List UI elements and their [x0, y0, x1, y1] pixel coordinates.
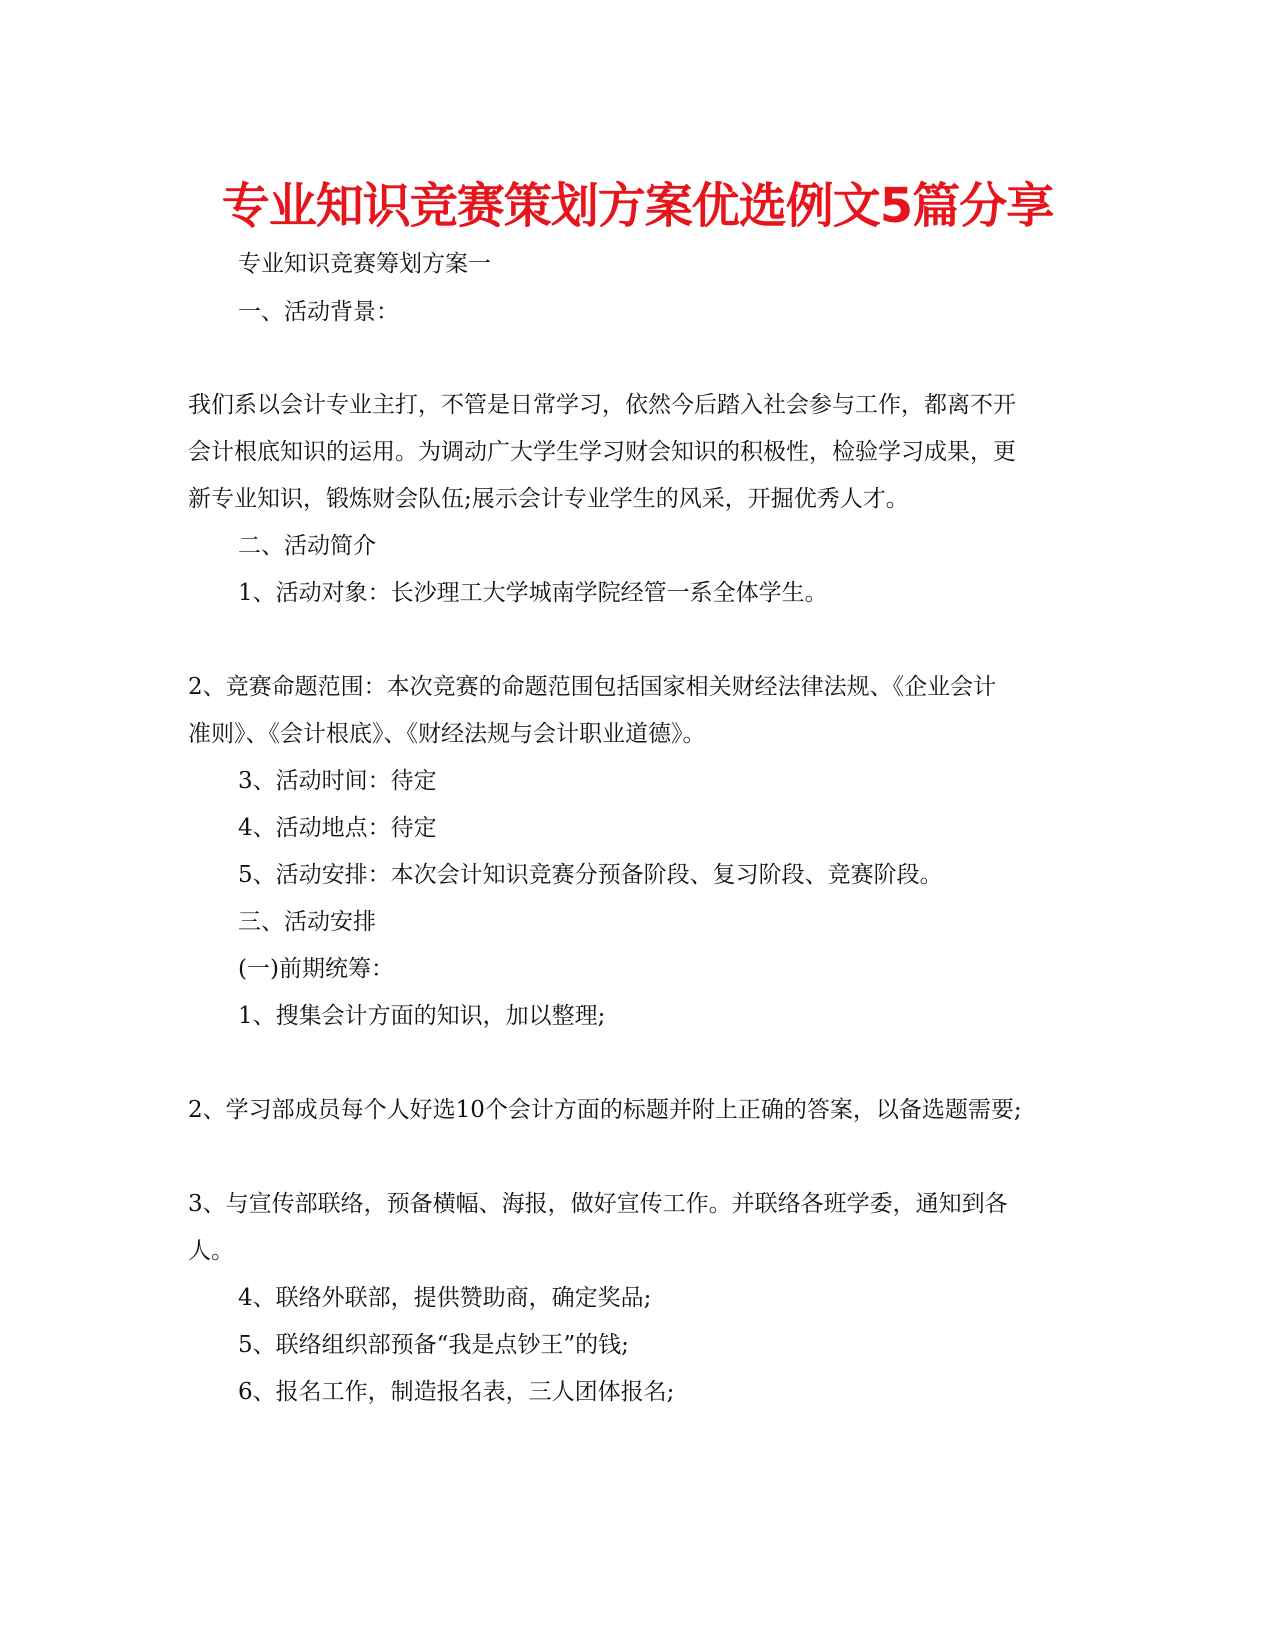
list-item: 4、活动地点：待定: [238, 815, 437, 841]
document-title: 专业知识竞赛策划方案优选例文5篇分享: [221, 178, 1054, 234]
heading-introduction: 二、活动简介: [238, 533, 376, 559]
list-item: 1、活动对象：长沙理工大学城南学院经管一系全体学生。: [238, 580, 828, 606]
list-item: 5、活动安排：本次会计知识竞赛分预备阶段、复习阶段、竞赛阶段。: [238, 862, 943, 888]
list-item: 5、联络组织部预备“我是点钞王”的钱;: [238, 1332, 629, 1358]
list-item: 6、报名工作，制造报名表，三人团体报名;: [238, 1379, 675, 1405]
heading-background: 一、活动背景：: [238, 299, 399, 325]
list-item: 4、联络外联部，提供赞助商，确定奖品;: [238, 1285, 652, 1311]
paragraph-line: 我们系以会计专业主打，不管是日常学习，依然今后踏入社会参与工作，都离不开: [188, 392, 1016, 418]
list-item: 3、活动时间：待定: [238, 768, 437, 794]
heading-arrangement: 三、活动安排: [238, 909, 376, 935]
paragraph-line: 人。: [188, 1238, 234, 1264]
paragraph-line: 2、竞赛命题范围：本次竞赛的命题范围包括国家相关财经法律法规、《企业会计: [188, 674, 997, 700]
subheading-planning: (一)前期统筹：: [238, 956, 394, 982]
paragraph-line: 会计根底知识的运用。为调动广大学生学习财会知识的积极性，检验学习成果，更: [188, 439, 1016, 465]
paragraph-line: 3、与宣传部联络，预备横幅、海报，做好宣传工作。并联络各班学委，通知到各: [188, 1191, 1008, 1217]
list-item: 1、搜集会计方面的知识，加以整理;: [238, 1003, 606, 1029]
section-heading: 专业知识竞赛筹划方案一: [238, 251, 491, 277]
paragraph-line: 2、学习部成员每个人好选10个会计方面的标题并附上正确的答案，以备选题需要;: [188, 1097, 1022, 1123]
paragraph-line: 新专业知识，锻炼财会队伍;展示会计专业学生的风采，开掘优秀人才。: [188, 486, 909, 512]
paragraph-line: 准则》、《会计根底》、《财经法规与会计职业道德》。: [188, 721, 706, 747]
